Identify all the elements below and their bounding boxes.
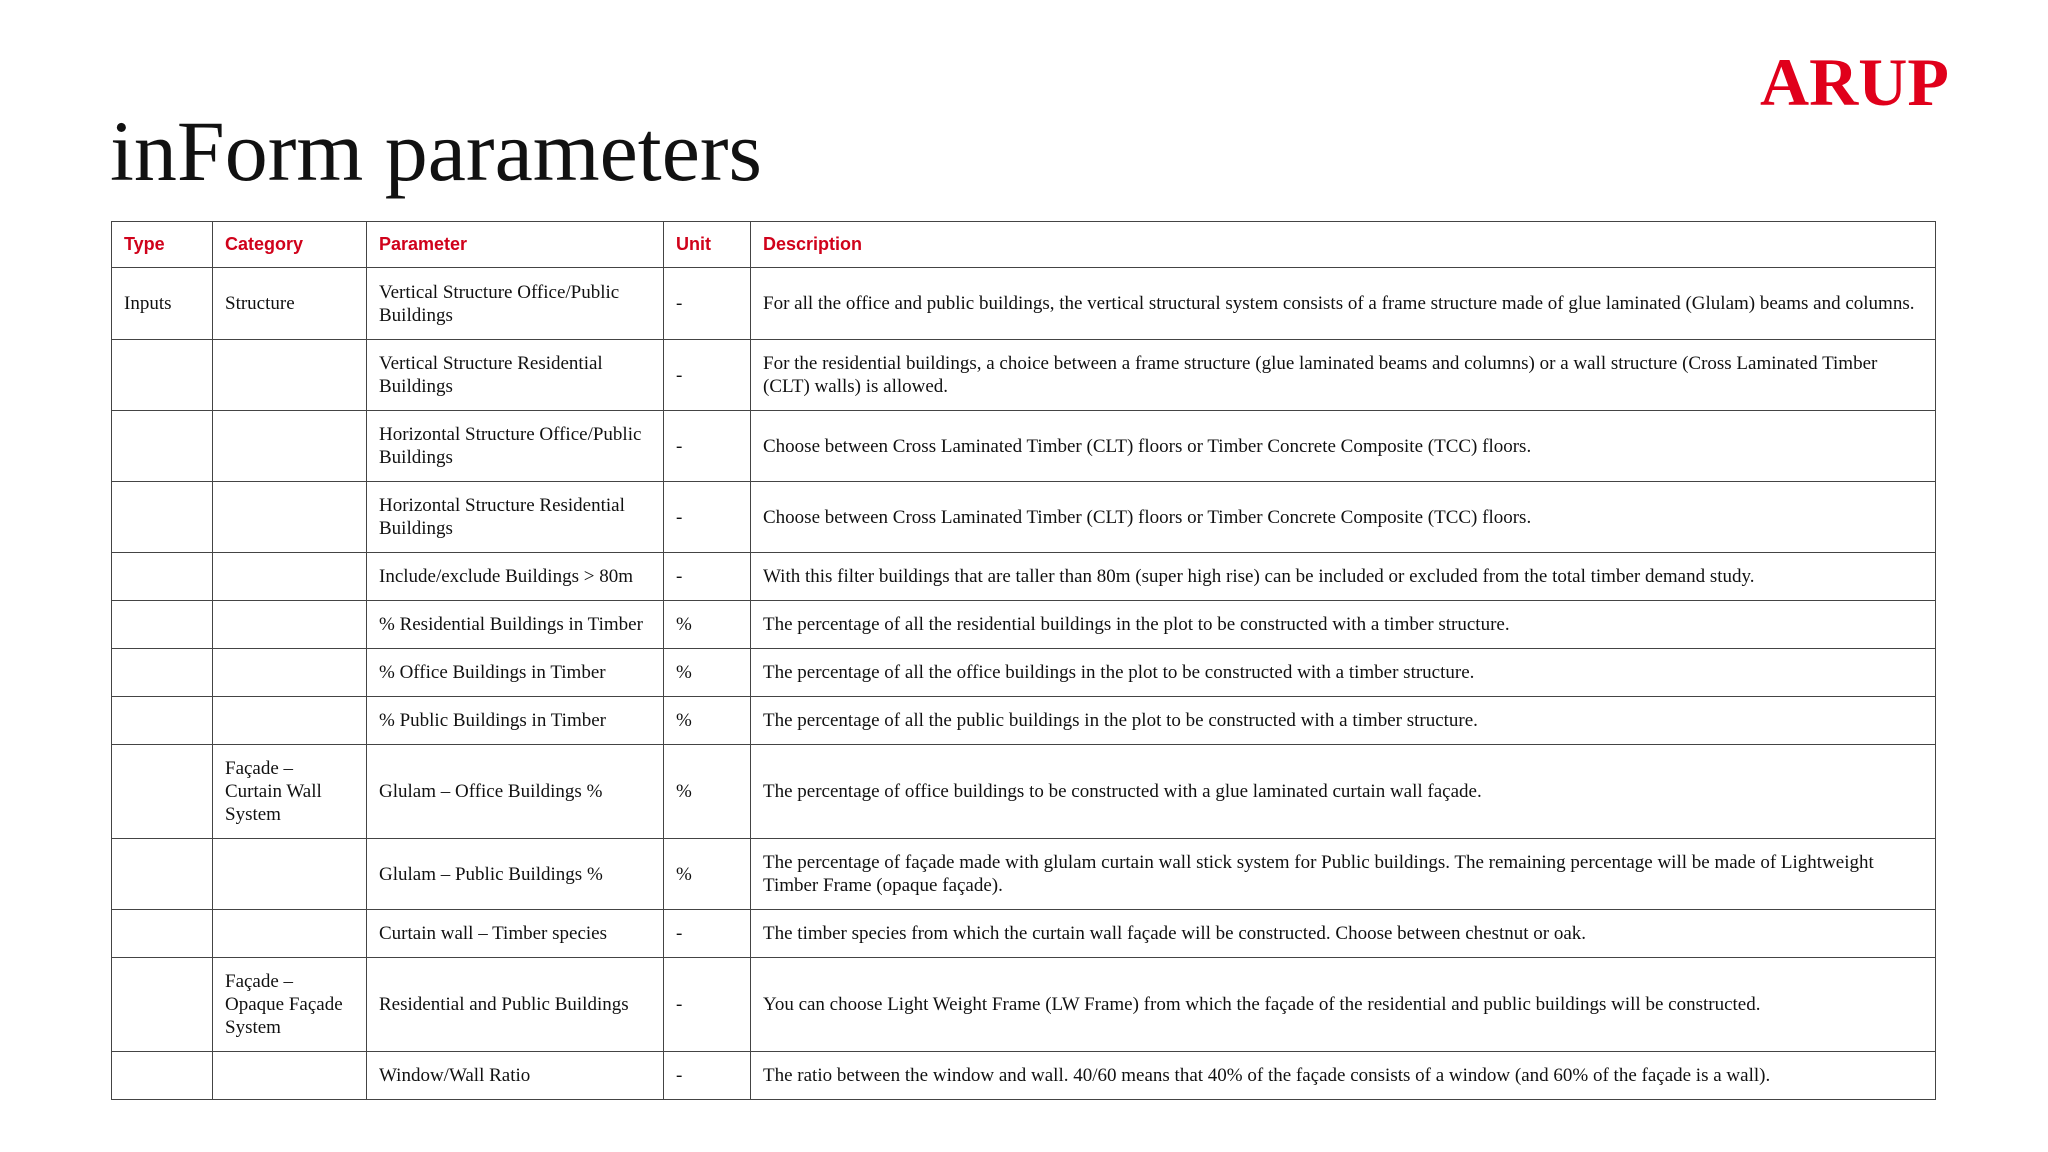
header-unit: Unit bbox=[664, 222, 751, 268]
cell-description: For all the office and public buildings, the vertical structural system consists of a frame structure made of glue laminated (Glulam) beams and columns. bbox=[751, 268, 1936, 340]
cell-unit: % bbox=[664, 649, 751, 697]
cell-type bbox=[112, 411, 213, 482]
arup-logo: ARUP bbox=[1760, 44, 1949, 120]
cell-description: Choose between Cross Laminated Timber (CLT) floors or Timber Concrete Composite (TCC) floors. bbox=[751, 411, 1936, 482]
cell-description: The percentage of façade made with glulam curtain wall stick system for Public buildings. The remaining percentage will be made of Lightweight Timber Frame (opaque façade). bbox=[751, 839, 1936, 910]
table-row bbox=[112, 601, 1936, 649]
cell-parameter: % Residential Buildings in Timber bbox=[367, 601, 664, 649]
cell-parameter: % Public Buildings in Timber bbox=[367, 697, 664, 745]
cell-type bbox=[112, 839, 213, 910]
table-row bbox=[112, 1052, 1936, 1100]
table-row bbox=[112, 649, 1936, 697]
cell-type bbox=[112, 601, 213, 649]
cell-unit: - bbox=[664, 910, 751, 958]
cell-category bbox=[213, 1052, 367, 1100]
table-row bbox=[112, 697, 1936, 745]
cell-description: Choose between Cross Laminated Timber (CLT) floors or Timber Concrete Composite (TCC) floors. bbox=[751, 482, 1936, 553]
cell-category bbox=[213, 553, 367, 601]
cell-description: You can choose Light Weight Frame (LW Frame) from which the façade of the residential and public buildings will be constructed. bbox=[751, 958, 1936, 1052]
header-description: Description bbox=[751, 222, 1936, 268]
cell-unit: % bbox=[664, 839, 751, 910]
cell-unit: - bbox=[664, 482, 751, 553]
cell-parameter: Window/Wall Ratio bbox=[367, 1052, 664, 1100]
cell-parameter: Vertical Structure Residential Buildings bbox=[367, 340, 664, 411]
cell-parameter: Residential and Public Buildings bbox=[367, 958, 664, 1052]
table-row bbox=[112, 482, 1936, 553]
cell-type bbox=[112, 649, 213, 697]
cell-description: The ratio between the window and wall. 40/60 means that 40% of the façade consists of a window (and 60% of the façade is a wall). bbox=[751, 1052, 1936, 1100]
cell-type bbox=[112, 482, 213, 553]
cell-description: The percentage of office buildings to be constructed with a glue laminated curtain wall façade. bbox=[751, 745, 1936, 839]
cell-category bbox=[213, 649, 367, 697]
table-header-row bbox=[112, 222, 1936, 268]
cell-unit: % bbox=[664, 745, 751, 839]
cell-unit: - bbox=[664, 411, 751, 482]
table-row bbox=[112, 340, 1936, 411]
cell-parameter: Glulam – Office Buildings % bbox=[367, 745, 664, 839]
cell-parameter: Vertical Structure Office/Public Buildings bbox=[367, 268, 664, 340]
table-row bbox=[112, 910, 1936, 958]
cell-category bbox=[213, 697, 367, 745]
table-row bbox=[112, 553, 1936, 601]
cell-unit: % bbox=[664, 601, 751, 649]
parameters-table bbox=[111, 221, 1936, 1100]
cell-category: Façade – Curtain Wall System bbox=[213, 745, 367, 839]
table-row bbox=[112, 745, 1936, 839]
cell-description: With this filter buildings that are taller than 80m (super high rise) can be included or excluded from the total timber demand study. bbox=[751, 553, 1936, 601]
cell-category bbox=[213, 340, 367, 411]
cell-type bbox=[112, 1052, 213, 1100]
table-row bbox=[112, 411, 1936, 482]
table-row bbox=[112, 958, 1936, 1052]
cell-category bbox=[213, 839, 367, 910]
cell-type bbox=[112, 910, 213, 958]
cell-parameter: Glulam – Public Buildings % bbox=[367, 839, 664, 910]
cell-description: The percentage of all the office buildings in the plot to be constructed with a timber structure. bbox=[751, 649, 1936, 697]
cell-unit: - bbox=[664, 958, 751, 1052]
cell-type: Inputs bbox=[112, 268, 213, 340]
header-category: Category bbox=[213, 222, 367, 268]
cell-unit: - bbox=[664, 268, 751, 340]
header-parameter: Parameter bbox=[367, 222, 664, 268]
cell-type bbox=[112, 697, 213, 745]
cell-category: Structure bbox=[213, 268, 367, 340]
table-row bbox=[112, 268, 1936, 340]
cell-type bbox=[112, 553, 213, 601]
cell-category bbox=[213, 910, 367, 958]
cell-parameter: Horizontal Structure Office/Public Buildings bbox=[367, 411, 664, 482]
cell-category bbox=[213, 411, 367, 482]
cell-parameter: Curtain wall – Timber species bbox=[367, 910, 664, 958]
cell-parameter: Include/exclude Buildings > 80m bbox=[367, 553, 664, 601]
cell-category bbox=[213, 601, 367, 649]
cell-description: The timber species from which the curtain wall façade will be constructed. Choose between chestnut or oak. bbox=[751, 910, 1936, 958]
cell-category bbox=[213, 482, 367, 553]
header-type: Type bbox=[112, 222, 213, 268]
cell-unit: - bbox=[664, 553, 751, 601]
cell-type bbox=[112, 958, 213, 1052]
cell-description: For the residential buildings, a choice between a frame structure (glue laminated beams and columns) or a wall structure (Cross Laminated Timber (CLT) walls) is allowed. bbox=[751, 340, 1936, 411]
page-title: inForm parameters bbox=[110, 103, 762, 199]
cell-unit: % bbox=[664, 697, 751, 745]
cell-parameter: % Office Buildings in Timber bbox=[367, 649, 664, 697]
cell-unit: - bbox=[664, 340, 751, 411]
cell-description: The percentage of all the public buildings in the plot to be constructed with a timber structure. bbox=[751, 697, 1936, 745]
cell-unit: - bbox=[664, 1052, 751, 1100]
cell-description: The percentage of all the residential buildings in the plot to be constructed with a timber structure. bbox=[751, 601, 1936, 649]
cell-type bbox=[112, 340, 213, 411]
cell-category: Façade – Opaque Façade System bbox=[213, 958, 367, 1052]
cell-type bbox=[112, 745, 213, 839]
table-row bbox=[112, 839, 1936, 910]
cell-parameter: Horizontal Structure Residential Buildings bbox=[367, 482, 664, 553]
